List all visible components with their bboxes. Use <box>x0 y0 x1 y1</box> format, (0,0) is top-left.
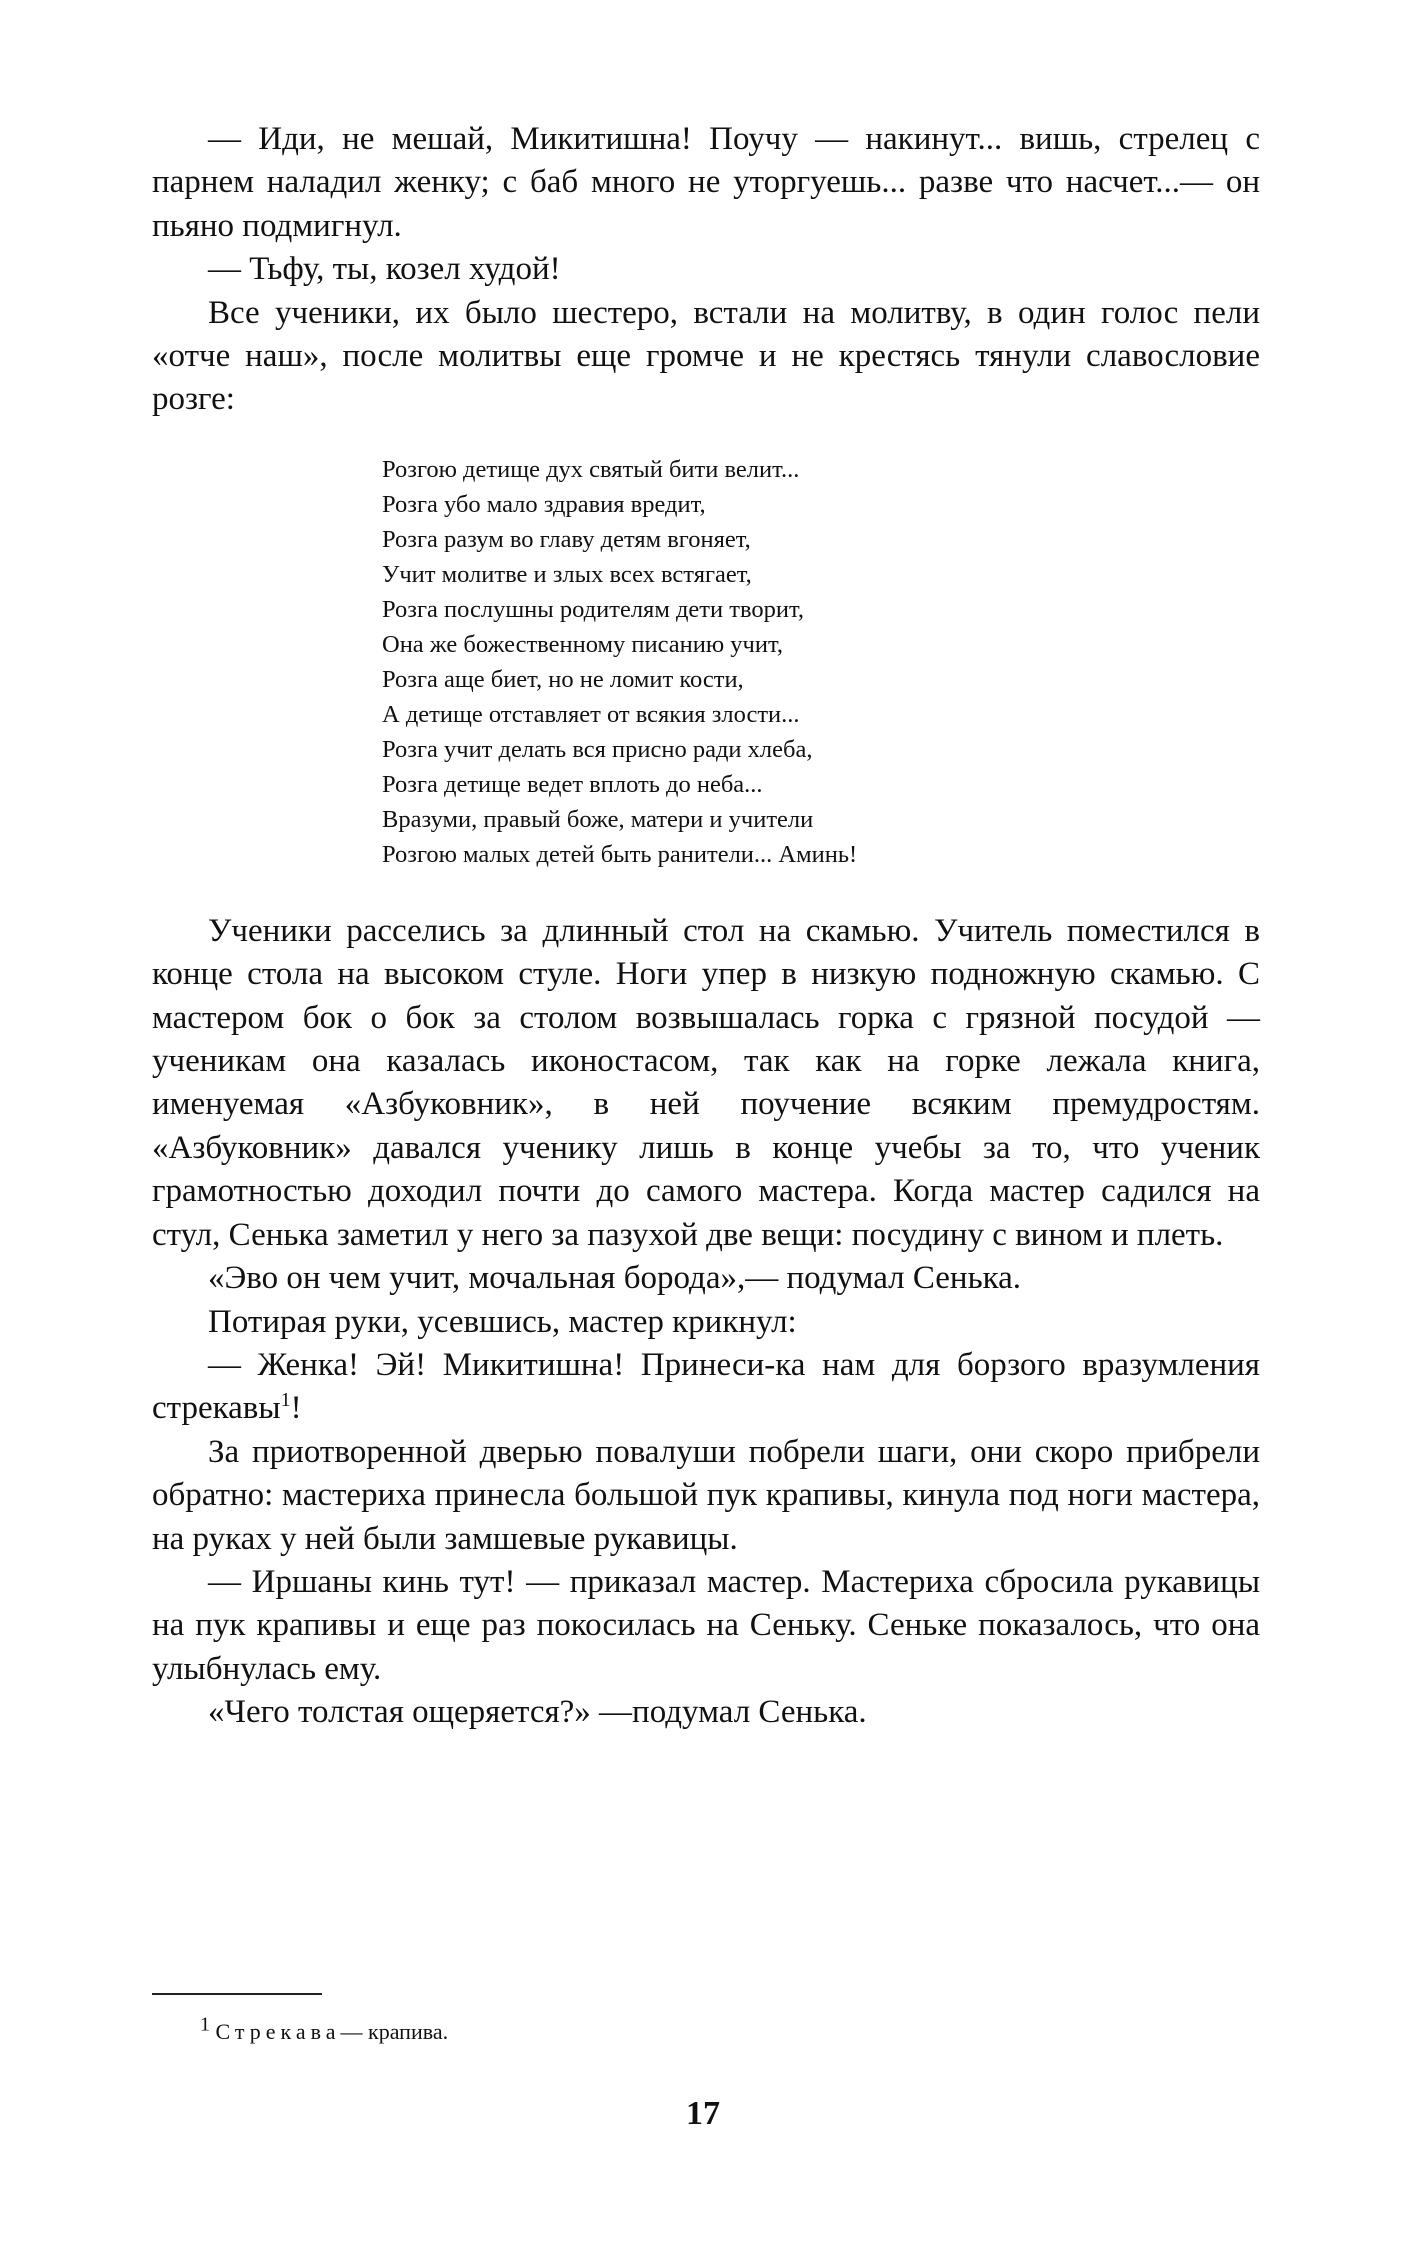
footnote <box>200 2013 449 2047</box>
paragraph: — Тьфу, ты, козел худой! <box>208 251 561 288</box>
footnote-divider <box>152 1993 322 1995</box>
poem-line: Учит молитве и злых всех встягает, <box>382 560 752 588</box>
paragraph: «Чего толстая ощеряется?» —подумал Сенька. <box>208 1694 867 1731</box>
poem-line: Розга убо мало здравия вредит, <box>382 490 706 518</box>
paragraph: — Иршаны кинь тут! — приказал мастер. Мастериха сбросила рукавицы на пук крапивы и еще раз покосилась на Сеньку. Сеньке показалось, что она улыбнулась ему. <box>152 1563 1260 1687</box>
footnote-reference: 1 <box>280 1389 291 1412</box>
poem-line: Вразуми, правый боже, матери и учители <box>382 805 814 833</box>
paragraph-shout <box>152 1344 1260 1431</box>
footnote-mark: 1 <box>200 2013 210 2036</box>
shout-text: — Женка! Эй! Микитишна! Принеси-ка нам для борзого вразумления стрекавы <box>152 1346 1260 1427</box>
paragraph: За приотворенной дверью повалуши побрели шаги, они скоро прибрели обратно: мастериха принесла большой пук крапивы, кинула под ноги мастера, на руках у ней были замшевые рукавицы. <box>152 1433 1260 1557</box>
poem-line: Розгою малых детей быть ранители... Аминь! <box>382 840 858 868</box>
page-number: 17 <box>686 2095 720 2132</box>
poem-line: Розга разум во главу детям вгоняет, <box>382 525 751 553</box>
poem-line: Розгою детище дух святый бити велит... <box>382 455 800 483</box>
paragraph: — Иди, не мешай, Микитишна! Поучу — накинут... вишь, стрелец с парнем наладил женку; с баб много не уторгуешь... разве что насчет...— он пьяно подмигнул. <box>152 121 1260 244</box>
poem-line: Розга учит делать вся присно ради хлеба, <box>382 735 813 763</box>
poem-line: Розга аще биет, но не ломит кости, <box>382 665 744 693</box>
paragraph: Потирая руки, усевшись, мастер крикнул: <box>208 1303 797 1340</box>
page-body <box>152 118 1260 1735</box>
poem <box>382 452 1260 872</box>
paragraph: Все ученики, их было шестеро, встали на молитву, в один голос пели «отче наш», после молитвы еще громче и не крестясь тянули славословие розге: <box>152 294 1260 418</box>
poem-line: Розга послушны родителям дети творит, <box>382 595 804 623</box>
shout-tail: ! <box>290 1390 302 1427</box>
poem-line: Она же божественному писанию учит, <box>382 630 783 658</box>
poem-line: Розга детище ведет вплоть до неба... <box>382 770 763 798</box>
footnote-term: Стрекава <box>215 2019 341 2044</box>
paragraph: Ученики расселись за длинный стол на скамью. Учитель поместился в конце стола на высоком стуле. Ноги упер в низкую подножную скамью. С мастером бок о бок за столом возвышалась горка с грязной посудой — ученикам она казалась иконостасом, так как на горке лежала книга, именуемая «Азбуковник», в ней поучение всяким премудростям. «Азбуковник» давался ученику лишь в конце учебы за то, что ученик грамотностью доходил почти до самого мастера. Когда мастер садился на стул, Сенька заметил у него за пазухой две вещи: посудину с вином и плеть. <box>152 912 1260 1253</box>
footnote-definition: — крапива. <box>340 2019 449 2044</box>
paragraph: «Эво он чем учит, мочальная борода»,— подумал Сенька. <box>208 1260 1022 1297</box>
poem-line: А детище отставляет от всякия злости... <box>382 700 800 728</box>
